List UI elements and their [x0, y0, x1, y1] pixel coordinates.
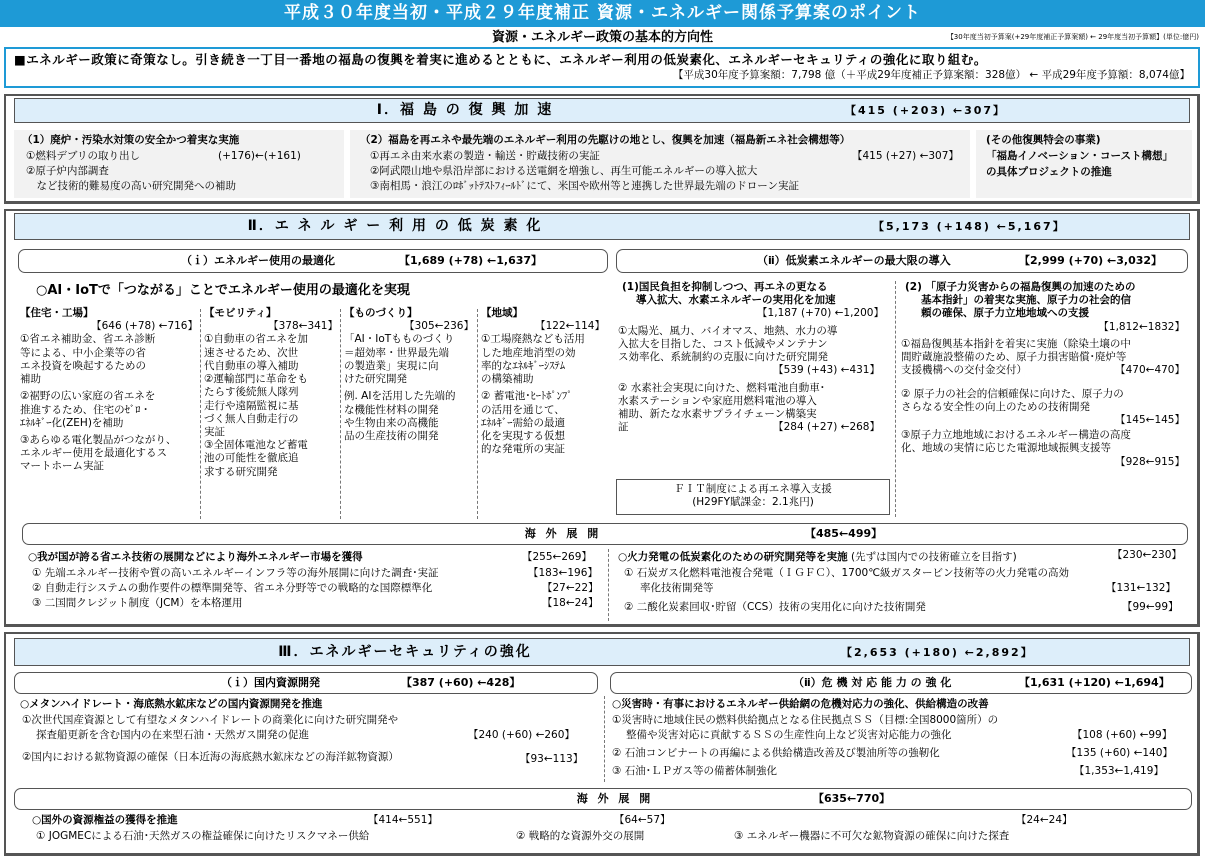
fukushima-c2-head: （2）福島を再エネや最先端のエネルギー利用の先駆けの地とし、復興を加速（福島新エネ社会構想等）	[360, 134, 851, 146]
overseas-2-left-item-budget: 【18←24】	[542, 597, 599, 609]
energy-optimization-header	[18, 249, 608, 273]
nuclear-line-last	[901, 364, 1191, 377]
domestic-resources-line1b: 探査船更新を含む国内の在来型石油・天然ガス開発の促進	[36, 729, 309, 741]
overseas-3-item-3: ③ エネルギー機器に不可欠な鉱物資源の確保に向けた探査	[734, 830, 1010, 842]
nuclear-col	[901, 281, 1191, 469]
housing-text	[20, 333, 198, 473]
fukushima-c2-line2: ②阿武隈山地や県沿岸部における送電網を増強し、再生可能エネルギーの導入拡大	[370, 165, 758, 177]
overseas-2-right-line1b: 率化技術開発等	[640, 582, 714, 594]
section-fukushima-header	[14, 98, 1190, 123]
overseas-3-budget-2: 【64←57】	[614, 814, 671, 826]
housing-line: ｴﾈﾙｷﾞｰ化(ZEH)を補助	[20, 416, 124, 429]
mobility-line: たらす後続無人隊列	[204, 386, 299, 399]
manufacturing-line: な機能性材料の開発	[344, 403, 439, 416]
domestic-resources-title: （ｉ）国内資源開発	[221, 676, 320, 689]
fukushima-c3-line1: (その他復興特会の事業)	[986, 134, 1101, 146]
mobility-budget: 【378←341】	[268, 320, 338, 333]
divider	[477, 309, 478, 519]
domestic-resources-budget-1: 【240 (+60) ←260】	[468, 729, 575, 741]
hydrogen-line: 水素ステーションや家庭用燃料電池の導入	[618, 394, 817, 407]
manufacturing-line: けた研究開発	[344, 373, 407, 386]
region-line: ② 蓄電池･ﾋｰﾄﾎﾟﾝﾌﾟ	[481, 390, 573, 403]
overseas-3-item-2: ② 戦略的な資源外交の展開	[516, 830, 645, 842]
section-low-carbon-budget: 【5,173 (+148) ←5,167】	[873, 220, 1066, 233]
section-low-carbon-header	[14, 213, 1190, 240]
overseas-3-budget-1: 【414←551】	[368, 814, 438, 826]
domestic-resources-budget: 【387 (+60) ←428】	[401, 676, 521, 689]
fukushima-c3-line3: の具体プロジェクトの推進	[986, 166, 1112, 178]
housing-line: 推進するため、住宅のｾﾞﾛ・	[20, 403, 151, 416]
mobility-line: ③全固体電池など蓄電	[204, 439, 308, 452]
overseas-2-right	[614, 549, 1192, 623]
overseas-2-left-item-budget: 【27←22】	[542, 582, 599, 594]
overseas-2-left-budget: 【255←269】	[522, 551, 592, 563]
crisis-response-header	[610, 672, 1192, 694]
section-fukushima-title: Ⅰ．福 島 の 復 興 加 速	[376, 102, 554, 118]
hydrogen-budget: 【284 (+27) ←268】	[773, 421, 880, 434]
region-line: の活用を通じて、	[481, 403, 565, 416]
nuclear-line: 間貯蔵施設整備のため、原子力損害賠償･廃炉等	[901, 351, 1127, 364]
section-security-budget: 【2,653 (+180) ←2,892】	[841, 646, 1034, 659]
divider	[200, 309, 201, 519]
crisis-response-lead: ○災害時・有事におけるエネルギー供給網の危機対応力の強化、供給構造の改善	[612, 698, 989, 710]
policy-box	[4, 47, 1200, 88]
overseas-2-right-budget: 【230←230】	[1112, 549, 1182, 561]
overseas-3-lead: ○国外の資源権益の獲得を推進	[32, 814, 178, 826]
page-title: 平成３０年度当初・平成２９年度補正 資源・エネルギー関係予算案のポイント	[0, 0, 1205, 27]
nuclear-budget-2: 【145←145】	[1115, 413, 1185, 426]
unit-note: 【30年度当初予算案(+29年度補正予算案額) ← 29年度当初予算額】(単位:億円)	[946, 33, 1199, 41]
housing-line: エネルギー使用を最適化するス	[20, 447, 167, 460]
overseas-2-left-head: ○我が国が誇る省エネ技術の展開などにより海外エネルギー市場を獲得	[28, 551, 363, 563]
mobility-line: 走行や遠隔監視に基	[204, 399, 299, 412]
manufacturing-line: 例. AIを活用した先端的	[344, 390, 456, 403]
renewables-line: ①太陽光、風力、バイオマス、地熱、水力の導	[618, 324, 838, 337]
section-energy-security	[4, 632, 1200, 856]
section-fukushima	[4, 94, 1200, 204]
energy-col-housing	[20, 307, 198, 474]
mobility-line: 求する研究開発	[204, 465, 278, 478]
mobility-line: づく無人自動走行の	[204, 412, 299, 425]
housing-budget: 【646 (+78) ←716】	[91, 320, 198, 333]
mobility-head: 【モビリティ】	[204, 307, 277, 319]
overseas-2-right-line2: ② 二酸化炭素回収･貯留（CCS）技術の実用化に向けた技術開発	[624, 601, 926, 613]
overseas-2-left-item-budget: 【183←196】	[528, 567, 598, 579]
renewables-line: 入拡大を目指した、コスト低減やメンテナン	[618, 337, 828, 350]
region-line: 率的なｴﾈﾙｷﾞｰｼｽﾃﾑ	[481, 359, 565, 372]
fukushima-col-1	[14, 130, 344, 198]
housing-line: ①省エネ補助金、省エネ診断	[20, 333, 156, 346]
region-budget: 【122←114】	[535, 320, 605, 333]
nuclear-budget: 【1,812←1832】	[1098, 320, 1185, 333]
fukushima-col-3	[976, 130, 1192, 198]
nuclear-text-2	[901, 388, 1191, 414]
renewables-text	[618, 325, 890, 365]
overseas-2-right-head-note: (先ずは国内での技術確立を目指す)	[851, 551, 1017, 563]
section-low-carbon	[4, 209, 1200, 627]
overseas-2-right-head: ○火力発電の低炭素化のための研究開発等を実施	[618, 551, 848, 563]
crisis-response-budget: 【1,631 (+120) ←1,694】	[1019, 676, 1170, 689]
low-carbon-energy-header	[616, 249, 1188, 273]
overseas-3-title: 海 外 展 開	[576, 792, 654, 805]
fukushima-c2-line1: ①再エネ由来水素の製造・輸送・貯蔵技術の実証	[370, 150, 600, 162]
overseas-2-budget: 【485←499】	[805, 527, 883, 540]
region-line: ｴﾈﾙｷﾞｰ需給の最適	[481, 416, 565, 429]
overseas-2-left-item: ③ 二国間クレジット制度（JCM）を本格運用	[32, 597, 243, 609]
energy-col-region	[481, 307, 605, 456]
overseas-2-left-item: ② 自動走行システムの動作要件の標準開発等、省エネ分野等での戦略的な国際標準化	[32, 582, 433, 594]
domestic-resources-budget-2: 【93←113】	[520, 753, 584, 765]
nuclear-line: 化、地域の実情に応じた電源地域振興支援等	[901, 442, 1111, 455]
region-line: ①工場廃熱なども活用	[481, 333, 585, 346]
section-fukushima-budget: 【415 (+203) ←307】	[845, 104, 1007, 117]
region-line: 的な発電所の実証	[481, 443, 565, 456]
fukushima-c2-line3: ③南相馬・浪江のﾛﾎﾞｯﾄﾃｽﾄﾌｨｰﾙﾄﾞにて、米国や欧州等と連携した世界最先端のドローン実証	[370, 180, 799, 192]
nuclear-budget-1: 【470←470】	[1115, 364, 1185, 377]
divider	[895, 281, 896, 517]
energy-col-manufacturing	[344, 307, 474, 443]
hydrogen-line: ② 水素社会実現に向けた、燃料電池自動車･	[618, 381, 825, 394]
fukushima-col-2	[350, 130, 970, 198]
mobility-line: ②運輸部門に革命をも	[204, 373, 308, 386]
region-line: の構築補助	[481, 373, 534, 386]
crisis-response-line2: ② 石油コンビナートの再編による供給構造改善及び製油所等の強靭化	[612, 747, 940, 759]
housing-line: マートホーム実証	[20, 460, 104, 473]
nuclear-line: ② 原子力の社会的信頼確保に向けた、原子力の	[901, 387, 1124, 400]
section-security-header	[14, 638, 1190, 666]
renewables-budget: 【1,187 (+70) ←1,200】	[757, 307, 884, 320]
manufacturing-line: 品の生産技術の開発	[344, 429, 439, 442]
crisis-response-budget-2: 【135 (+60) ←140】	[1066, 747, 1173, 759]
energy-optimization-lead: ○AI・IoTで「つながる」ことでエネルギー使用の最適化を実現	[36, 283, 410, 298]
section-security-title: Ⅲ．エネルギーセキュリティの強化	[278, 644, 532, 660]
nuclear-head: 頼の確保、原子力立地地域への支援	[921, 307, 1089, 320]
domestic-resources-line1: ①次世代国産資源として有望なメタンハイドレートの商業化に向けた研究開発や	[22, 714, 399, 726]
fukushima-c1-head: （1）廃炉・汚染水対策の安全かつ着実な実施	[22, 134, 240, 146]
divider	[608, 549, 609, 621]
energy-optimization-title: （ｉ）エネルギー使用の最適化	[181, 254, 335, 267]
manufacturing-head: 【ものづくり】	[344, 307, 418, 319]
fukushima-c1-line3: など技術的難易度の高い研究開発への補助	[26, 180, 236, 192]
overseas-2-header	[22, 523, 1188, 545]
mobility-line: 速させるため、次世	[204, 346, 299, 359]
housing-line: ③あらゆる電化製品がつながり、	[20, 433, 177, 446]
section-low-carbon-title: Ⅱ．エ ネ ル ギ ー 利 用 の 低 炭 素 化	[247, 218, 543, 234]
fit-line-1: ＦＩＴ制度による再エネ導入支援	[674, 483, 832, 495]
policy-statement: ■エネルギー政策に奇策なし。引き続き一丁目一番地の福島の復興を着実に進めるとともに、エネルギー利用の低炭素化、エネルギーセキュリティの強化に取り組む。	[14, 52, 987, 67]
nuclear-budget-3: 【928←915】	[1115, 455, 1185, 468]
divider	[604, 696, 605, 782]
housing-line: エネ投資を喚起するための	[20, 359, 146, 372]
crisis-response-line3: ③ 石油･ＬＰガス等の備蓄体制強化	[612, 765, 778, 777]
manufacturing-budget: 【305←236】	[404, 320, 474, 333]
renewables-col	[618, 281, 890, 434]
nuclear-text-3	[901, 429, 1191, 455]
manufacturing-line: 「AI・IoTもものづくり	[344, 333, 455, 346]
fit-box	[616, 479, 890, 515]
crisis-response-line1: ①災害時に地域住民の燃料供給拠点となる住民拠点ＳＳ（目標:全国8000箇所）の	[612, 714, 999, 726]
fukushima-c2-budget: 【415 (+27) ←307】	[852, 150, 959, 162]
crisis-response-line1b: 整備や災害対応に貢献するＳＳの生産性向上など災害対応能力の強化	[626, 729, 952, 741]
hydrogen-line: 証	[618, 421, 629, 434]
crisis-response-budget-1: 【108 (+60) ←99】	[1072, 729, 1173, 741]
overseas-3-budget: 【635←770】	[813, 792, 891, 805]
fit-line-2: (H29FY賦課金：2.1兆円)	[692, 495, 814, 508]
fukushima-c3-line2: 「福島イノベーション・コースト構想」	[986, 150, 1174, 162]
overseas-2-right-budget-1: 【131←132】	[1106, 582, 1176, 594]
nuclear-text-1	[901, 338, 1191, 378]
fukushima-c1-budget: (+176)←(+161)	[218, 150, 301, 162]
mobility-line: 代自動車の導入補助	[204, 359, 299, 372]
domestic-resources-header	[14, 672, 598, 694]
overseas-2-right-line1: ① 石炭ガス化燃料電池複合発電（ＩＧＦＣ）、1700℃級ガスタービン技術等の火力発電の高効	[624, 567, 1070, 579]
nuclear-line: ①福島復興基本指針を着実に実施（除染土壌の中	[901, 337, 1131, 350]
low-carbon-energy-title: （ⅱ）低炭素エネルギーの最大限の導入	[757, 254, 951, 267]
hydrogen-line: 補助、新たな水素サプライチェーン構築実	[618, 407, 817, 420]
hydrogen-line-last	[618, 421, 890, 434]
region-head: 【地域】	[481, 307, 523, 319]
energy-col-mobility	[204, 307, 338, 479]
overseas-3-budget-3: 【24←24】	[1016, 814, 1073, 826]
housing-line: 等による、中小企業等の省	[20, 346, 146, 359]
mobility-line: ①自動車の省エネを加	[204, 333, 308, 346]
renewables-line: ス効率化、系統制約の克服に向けた研究開発	[618, 351, 828, 364]
renewables-budget-1: 【539 (+43) ←431】	[773, 364, 880, 377]
renewables-head: (1)国民負担を抑制しつつ、再エネの更なる	[622, 281, 828, 293]
region-line: した地産地消型の効	[481, 346, 576, 359]
low-carbon-energy-budget: 【2,999 (+70) ←3,032】	[1019, 254, 1163, 267]
hydrogen-text	[618, 382, 890, 435]
nuclear-head: (2) 「原子力災害からの福島復興の加速のための	[905, 281, 1136, 293]
manufacturing-line: ＝超効率・世界最先端	[344, 346, 449, 359]
subtitle: 資源・エネルギー政策の基本的方向性	[491, 30, 713, 45]
divider	[340, 309, 341, 519]
manufacturing-line: の製造業」実現に向	[344, 359, 439, 372]
renewables-head: 導入拡大、水素エネルギーの実用化を加速	[636, 294, 836, 307]
overseas-2-right-budget-2: 【99←99】	[1122, 601, 1179, 613]
policy-budget: 【平成30年度予算案額：7,798 億（＋平成29年度補正予算案額：328億） ← 平成29年度予算額：8,074億】	[672, 69, 1190, 82]
mobility-line: 実証	[204, 425, 225, 438]
housing-line: ②裾野の広い家庭の省エネを	[20, 390, 156, 403]
fukushima-c1-line1: ①燃料デブリの取り出し	[26, 150, 140, 162]
nuclear-head: 基本指針」の着実な実施、原子力の社会的信	[921, 294, 1131, 307]
housing-line: 補助	[20, 373, 41, 386]
crisis-response-title: （ⅱ）危 機 対 応 能 力 の 強 化	[793, 676, 952, 689]
region-line: 化を実現する仮想	[481, 429, 565, 442]
overseas-3-item-1: ① JOGMECによる石油･天然ガスの権益確保に向けたリスクマネー供給	[36, 830, 370, 842]
mobility-line: 池の可能性を徹底追	[204, 452, 299, 465]
nuclear-line: 支援機構への交付金交付）	[901, 364, 1027, 377]
nuclear-line: ③原子力立地地域におけるエネルギー構造の高度	[901, 429, 1131, 442]
housing-head: 【住宅・工場】	[20, 307, 94, 319]
overseas-2-right-head-row	[618, 551, 1017, 564]
overseas-2-title: 海 外 展 開	[524, 527, 602, 540]
fukushima-c1-line2: ②原子炉内部調査	[26, 165, 109, 177]
nuclear-line: さらなる安全性の向上のための技術開発	[901, 400, 1090, 413]
overseas-2-left-item: ① 先端エネルギー技術や質の高いエネルギーインフラ等の海外展開に向けた調査･実証	[32, 567, 439, 579]
overseas-2-left	[22, 549, 602, 623]
manufacturing-line: や生物由来の高機能	[344, 416, 439, 429]
energy-optimization-budget: 【1,689 (+78) ←1,637】	[399, 254, 543, 267]
crisis-response-budget-3: 【1,353←1,419】	[1074, 765, 1164, 777]
domestic-resources-lead: ○メタンハイドレート・海底熱水鉱床などの国内資源開発を推進	[20, 698, 323, 710]
domestic-resources-line2: ②国内における鉱物資源の確保（日本近海の海底熱水鉱床などの海洋鉱物資源）	[22, 751, 399, 763]
overseas-3-header	[14, 788, 1192, 810]
